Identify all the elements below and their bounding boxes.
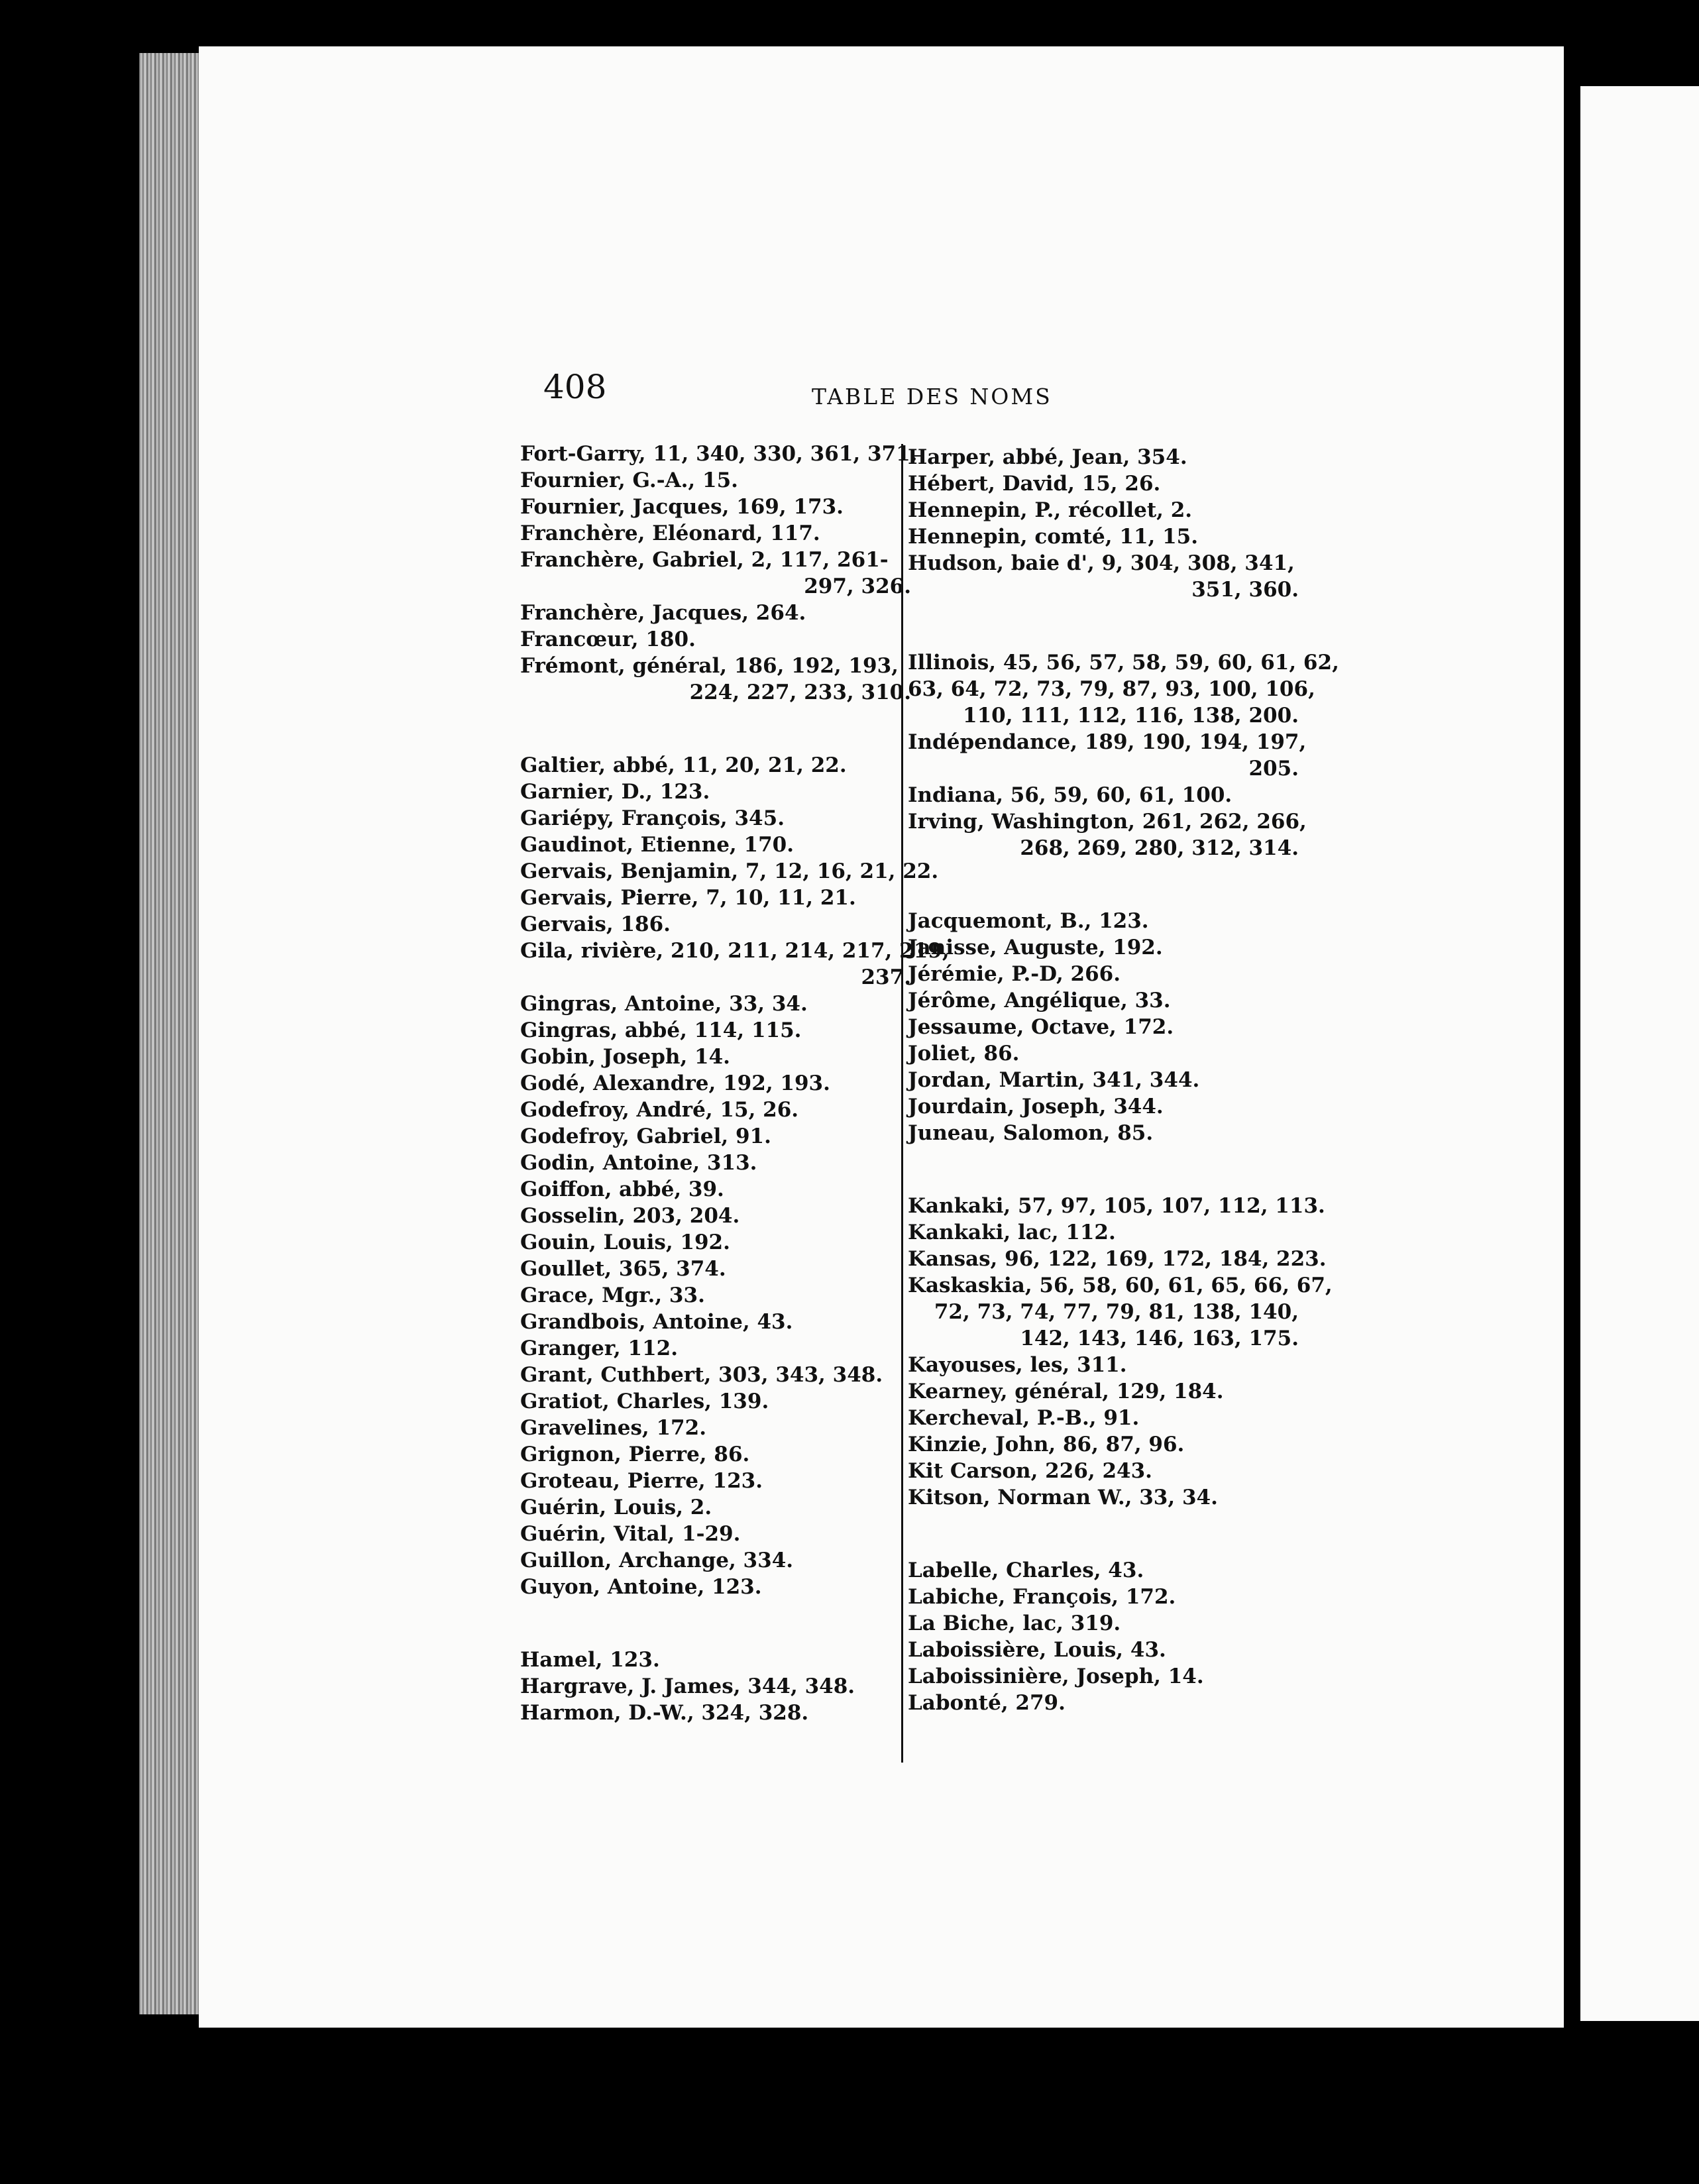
index-entry: Irving, Washington, 261, 262, 266, (908, 810, 1307, 834)
index-entry: Joliet, 86. (908, 1042, 1020, 1065)
letter-section-gap (908, 1146, 1299, 1193)
index-entry-continuation: 351, 360. (1191, 578, 1299, 602)
letter-section-gap (908, 1511, 1299, 1557)
index-entry: Francœur, 180. (520, 628, 696, 651)
index-entry: Kit Carson, 226, 243. (908, 1459, 1152, 1483)
index-entry: Jourdain, Joseph, 344. (908, 1095, 1164, 1119)
index-entry: Gingras, abbé, 114, 115. (520, 1018, 802, 1042)
index-entry: Kercheval, P.-B., 91. (908, 1406, 1140, 1430)
index-entry: Gariépy, François, 345. (520, 806, 785, 830)
index-column-left (520, 441, 950, 1726)
index-entry: Jessaume, Octave, 172. (908, 1015, 1174, 1039)
page-header (543, 368, 1299, 421)
index-entry: Indiana, 56, 59, 60, 61, 100. (908, 783, 1233, 807)
index-entry: Goiffon, abbé, 39. (520, 1177, 724, 1201)
index-entry: La Biche, lac, 319. (908, 1611, 1121, 1635)
index-entry: Laboissière, Louis, 43. (908, 1638, 1166, 1662)
index-entry: Hennepin, P., récollet, 2. (908, 498, 1193, 522)
index-entry: Kankaki, 57, 97, 105, 107, 112, 113. (908, 1194, 1325, 1218)
index-entry: Guérin, Louis, 2. (520, 1496, 712, 1519)
index-entry: Godefroy, André, 15, 26. (520, 1098, 799, 1122)
index-entry: Granger, 112. (520, 1337, 678, 1360)
index-entry: Gervais, Benjamin, 7, 12, 16, 21, 22. (520, 859, 939, 883)
index-entry: Indépendance, 189, 190, 194, 197, (908, 730, 1307, 754)
running-title: TABLE DES NOMS (812, 384, 1052, 410)
index-entry: Gratiot, Charles, 139. (520, 1390, 769, 1413)
letter-section-gap (908, 861, 1299, 908)
index-entry: Grace, Mgr., 33. (520, 1283, 705, 1307)
index-entry: Grandbois, Antoine, 43. (520, 1310, 793, 1334)
index-entry: Fournier, G.-A., 15. (520, 468, 738, 492)
index-entry: Labelle, Charles, 43. (908, 1558, 1144, 1582)
index-entry: Kitson, Norman W., 33, 34. (908, 1486, 1218, 1509)
index-entry-continuation: 205. (1248, 757, 1299, 781)
index-entry: Illinois, 45, 56, 57, 58, 59, 60, 61, 62, (908, 651, 1339, 675)
letter-section-gap (520, 706, 911, 752)
facing-page-edge (1580, 86, 1699, 2021)
page-number: 408 (543, 368, 607, 406)
index-entry: Gervais, 186. (520, 912, 671, 936)
index-entry: Gravelines, 172. (520, 1416, 706, 1440)
index-entry: Kearney, général, 129, 184. (908, 1380, 1224, 1403)
letter-section-gap (520, 1600, 911, 1647)
index-entry: Grignon, Pierre, 86. (520, 1443, 750, 1466)
index-entry: Kansas, 96, 122, 169, 172, 184, 223. (908, 1247, 1327, 1271)
index-entry: Fournier, Jacques, 169, 173. (520, 495, 844, 519)
index-entry: Gervais, Pierre, 7, 10, 11, 21. (520, 886, 856, 910)
index-entry-continuation: 224, 227, 233, 310. (689, 681, 911, 704)
index-entry: Juneau, Salomon, 85. (908, 1121, 1154, 1145)
index-entry: Jérôme, Angélique, 33. (908, 989, 1171, 1012)
letter-section-gap (908, 603, 1299, 649)
index-entry-continuation: 268, 269, 280, 312, 314. (1020, 836, 1299, 860)
index-entry: Godin, Antoine, 313. (520, 1151, 757, 1175)
index-entry: Godé, Alexandre, 192, 193. (520, 1071, 830, 1095)
index-entry: Grant, Cuthbert, 303, 343, 348. (520, 1363, 883, 1387)
index-entry: Franchère, Jacques, 264. (520, 601, 806, 625)
index-entry: Galtier, abbé, 11, 20, 21, 22. (520, 753, 847, 777)
index-entry: Fort-Garry, 11, 340, 330, 361, 371. (520, 442, 918, 466)
index-entry: Harmon, D.-W., 324, 328. (520, 1701, 809, 1725)
index-entry-continuation: 237. (861, 965, 911, 989)
index-entry: Guérin, Vital, 1-29. (520, 1522, 741, 1546)
index-entry: Hamel, 123. (520, 1648, 660, 1672)
index-entry: Labiche, François, 172. (908, 1585, 1176, 1609)
index-entry: Jacquemont, B., 123. (908, 909, 1149, 933)
index-column-right (908, 444, 1339, 1716)
index-entry: Gingras, Antoine, 33, 34. (520, 992, 808, 1016)
index-entry-continuation: 142, 143, 146, 163, 175. (1020, 1327, 1299, 1350)
index-entry: Laboissinière, Joseph, 14. (908, 1665, 1204, 1688)
index-entry: Franchère, Gabriel, 2, 117, 261- (520, 548, 889, 572)
index-entry-continuation: 72, 73, 74, 77, 79, 81, 138, 140, (934, 1300, 1299, 1324)
index-entry: Godefroy, Gabriel, 91. (520, 1124, 771, 1148)
index-entry: Garnier, D., 123. (520, 780, 710, 804)
index-entry: Janisse, Auguste, 192. (908, 936, 1163, 959)
index-entry: Guyon, Antoine, 123. (520, 1575, 762, 1599)
index-entry: Hébert, David, 15, 26. (908, 472, 1161, 496)
index-entry-continuation: 297, 326. (804, 574, 911, 598)
index-entry: Franchère, Eléonard, 117. (520, 521, 820, 545)
index-entry: Gila, rivière, 210, 211, 214, 217, 219, (520, 939, 950, 963)
index-entry: Hudson, baie d', 9, 304, 308, 341, (908, 551, 1295, 575)
index-entry: Kayouses, les, 311. (908, 1353, 1127, 1377)
index-entry-continuation: 110, 111, 112, 116, 138, 200. (963, 704, 1299, 728)
index-entry: Jordan, Martin, 341, 344. (908, 1068, 1200, 1092)
index-entry: Jérémie, P.-D, 266. (908, 962, 1121, 986)
index-entry: Labonté, 279. (908, 1691, 1066, 1715)
index-entry: Guillon, Archange, 334. (520, 1549, 794, 1572)
index-entry: Kinzie, John, 86, 87, 96. (908, 1433, 1185, 1456)
index-entry: Kaskaskia, 56, 58, 60, 61, 65, 66, 67, (908, 1274, 1333, 1297)
index-entry: Gobin, Joseph, 14. (520, 1045, 730, 1069)
index-entry: Kankaki, lac, 112. (908, 1221, 1116, 1244)
index-entry: Goullet, 365, 374. (520, 1257, 726, 1281)
index-entry: Harper, abbé, Jean, 354. (908, 445, 1187, 469)
index-entry: Gouin, Louis, 192. (520, 1230, 730, 1254)
index-entry: Gosselin, 203, 204. (520, 1204, 740, 1228)
index-entry-continuation: 63, 64, 72, 73, 79, 87, 93, 100, 106, (908, 677, 1315, 701)
index-entry: Frémont, général, 186, 192, 193, (520, 654, 899, 678)
index-entry: Hargrave, J. James, 344, 348. (520, 1674, 855, 1698)
index-entry: Hennepin, comté, 11, 15. (908, 525, 1199, 549)
index-entry: Groteau, Pierre, 123. (520, 1469, 763, 1493)
index-entry: Gaudinot, Etienne, 170. (520, 833, 795, 857)
